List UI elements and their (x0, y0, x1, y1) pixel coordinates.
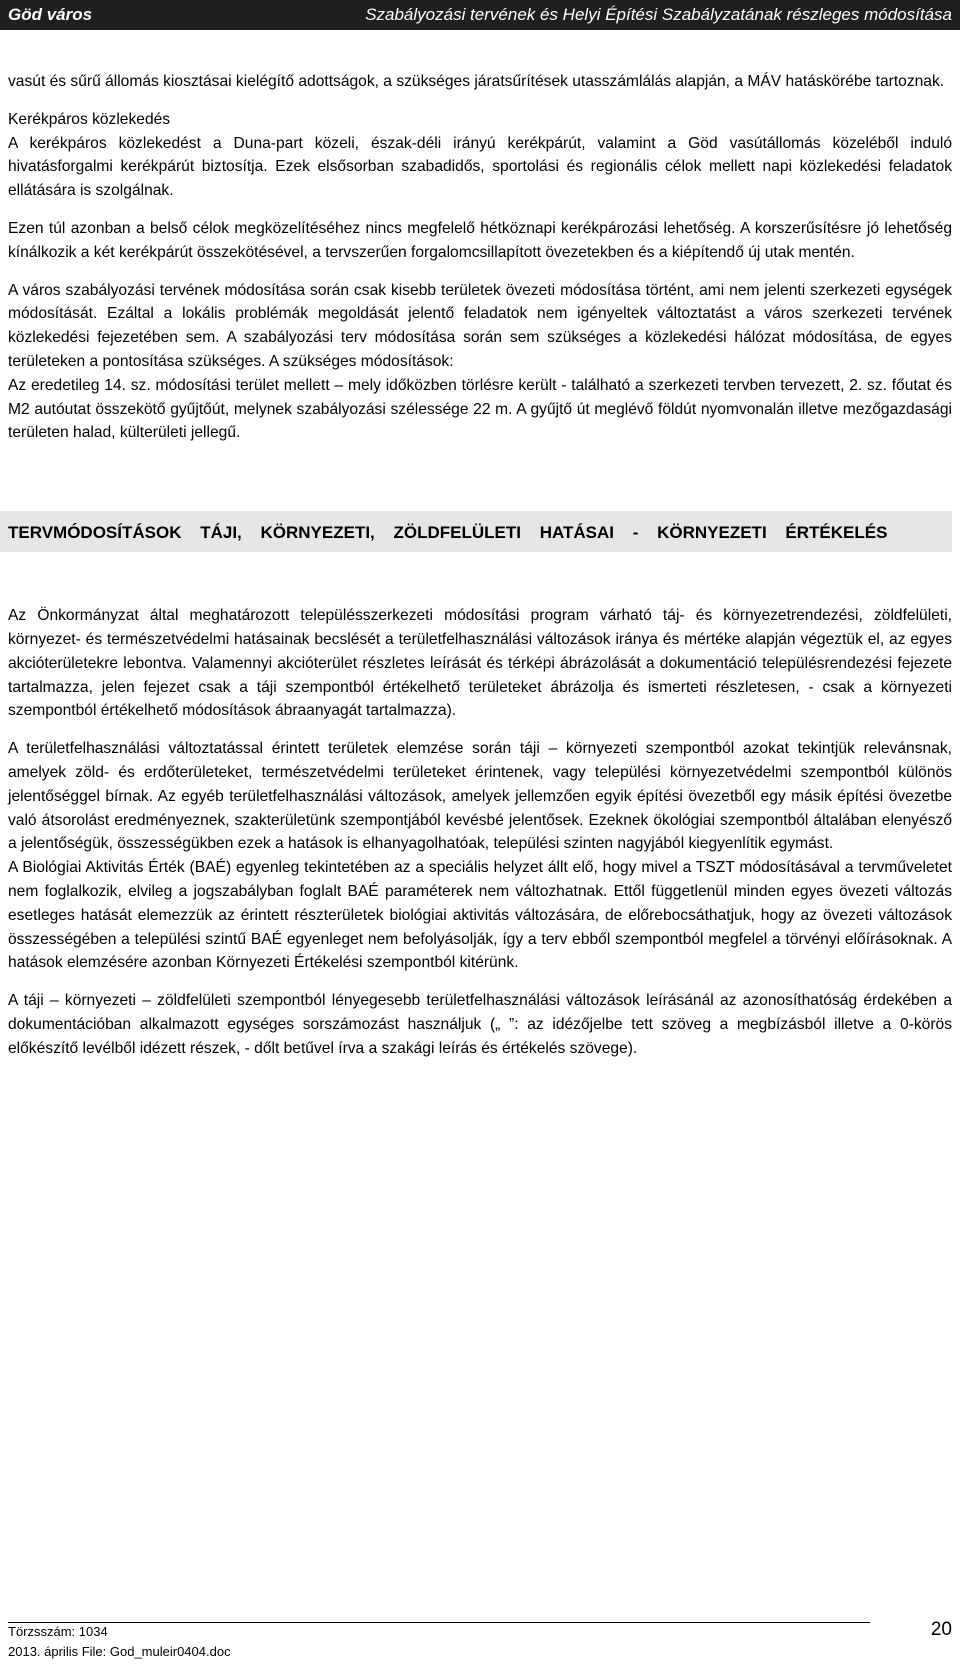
paragraph-bike: A kerékpáros közlekedést a Duna-part közeli, észak-déli irányú kerékpárút, valamint a Göd vasútállomás közeléből induló hivatásforgalmi kerékpárút biztosítja. Ezek elsősorban szabadidős, sportolási és regionális célok mellett napi közlekedési feladatok ellátására is szolgálnak. (8, 134, 952, 200)
paragraph-bike-title: Kerékpáros közlekedés (8, 110, 171, 128)
page-number: 20 (930, 1619, 952, 1640)
paragraph-land-use-analysis: A területfelhasználási változtatással érintett területek elemzése során táji – környezeti szempontból azokat tekintjük relevánsnak, amelyek zöld- és erdőterületeket, természetvédelmi területeket érintenek, vagy települési környezetvédelmi szempontból különös jelentőséggel bírnak. Az egyéb területfelhasználási változások, amelyek jellemzően egyik építési övezetből egy másik építési övezetbe való átsorolást eredményeznek, szakterületünk szempontjából kevésbé jelentősek. Ezeknek ökológiai szempontból általában elenyésző a jelentőségük, összességükben ezek a hatások is elhanyagolhatóak, települési szinten nagyjából kiegyenlítik egymást. (8, 740, 952, 853)
paragraph-collector-road: Az eredetileg 14. sz. módosítási terület mellett – mely időközben törlésre került - található a szerkezeti tervben tervezett, 2. sz. főutat és M2 autóutat összekötő gyűjtőút, melynek szabályozási szélessége 22 m. A gyűjtő út meglévő földút nyomvonalán illetve mezőgazdasági területen halad, külterületi jellegű. (8, 376, 952, 442)
page-header (0, 0, 960, 30)
footer-reference-number: Törzsszám: 1034 (8, 1624, 108, 1639)
paragraph-rail: vasút és sűrű állomás kiosztásai kielégítő adottságok, a szükséges járatsűrítések utasszámlálás alapján, a MÁV hatáskörébe tartoznak. (8, 73, 945, 90)
paragraph-bae: A Biológiai Aktivitás Érték (BAÉ) egyenleg tekintetében az a speciális helyzet állt elő, hogy mivel a TSZT módosításával a tervműveletet nem foglalkozik, elvileg a jogszabályban foglalt BAÉ paraméterek nem változhatnak. Ettől függetlenül minden egyes övezeti változás esetleges hatását elemezzük az érintett részterületek biológiai aktivitás változására, de előrebocsáthatjuk, hogy az övezeti változások összességében a települési szintű BAÉ egyenleget nem befolyásolják, így a terv ebből szempontból megfelel a törvényi előírásoknak. A hatások elemzésére azonban Környezeti Értékelési szempontból kitérünk. (8, 859, 952, 972)
footer-file-info: 2013. április File: God_muleir0404.doc (8, 1644, 231, 1659)
footer-meta (8, 1622, 231, 1662)
paragraph-numbering-note: A táji – környezeti – zöldfelületi szempontból lényegesebb területfelhasználási változások leírásánál az azonosíthatóság érdekében a dokumentációban alkalmazott egységes sorszámozást használjuk („ ”: az idézőjelbe tett szöveg a megbízásból illetve a 0-körös előkészítő levélből idézett részek, - dőlt betűvel írva a szakági leírás és értékelés szövege). (8, 992, 952, 1057)
paragraph-plan-modification: A város szabályozási tervének módosítása során csak kisebb területek övezeti módosítása történt, ami nem jelenti szerkezeti egységek módosítását. Ezáltal a lokális problémák megoldását jelentő feladatok nem igényeltek változtatást a város szerkezeti tervének közlekedési fejezetében sem. A szabályozási terv módosítása során sem szükséges a közlekedési hálózat módosítása, de egyes területeken a pontosítása szükséges. A szükséges módosítások: (8, 281, 952, 370)
section-heading: TERVMÓDOSÍTÁSOK TÁJI, KÖRNYEZETI, ZÖLDFELÜLETI HATÁSAI - KÖRNYEZETI ÉRTÉKELÉS (0, 511, 952, 552)
paragraph-environmental-estimate: Az Önkormányzat által meghatározott településszerkezeti módosítási program várható táj- és környezetrendezési, zöldfelületi, környezet- és természetvédelmi hatásainak becslését a területfelhasználási változások iránya és mértéke alapján végeztük el, az egyes akcióterületekre lebontva. Valamennyi akcióterület részletes leírását és térképi ábrázolását a dokumentáció településrendezési fejezete tartalmazza, jelen fejezet csak a táji szempontból értékelhető területeket ábrázolja és ismerteti részletesen, - csak a környezeti szempontból értékelhető módosítások ábraanyagát tartalmazza). (8, 607, 952, 720)
header-town: Göd város (8, 5, 93, 24)
paragraph-bike-development: Ezen túl azonban a belső célok megközelítéséhez nincs megfelelő hétköznapi kerékpározási lehetőség. A korszerűsítésre jó lehetőség kínálkozik a két kerékpárút összekötésével, a tervszerűen forgalomcsillapított övezetekben és a kiépítendő új utak mentén. (8, 219, 952, 261)
document-body (8, 70, 952, 1061)
header-document-title: Szabályozási tervének és Helyi Építési Szabályzatának részleges módosítása (365, 5, 952, 24)
